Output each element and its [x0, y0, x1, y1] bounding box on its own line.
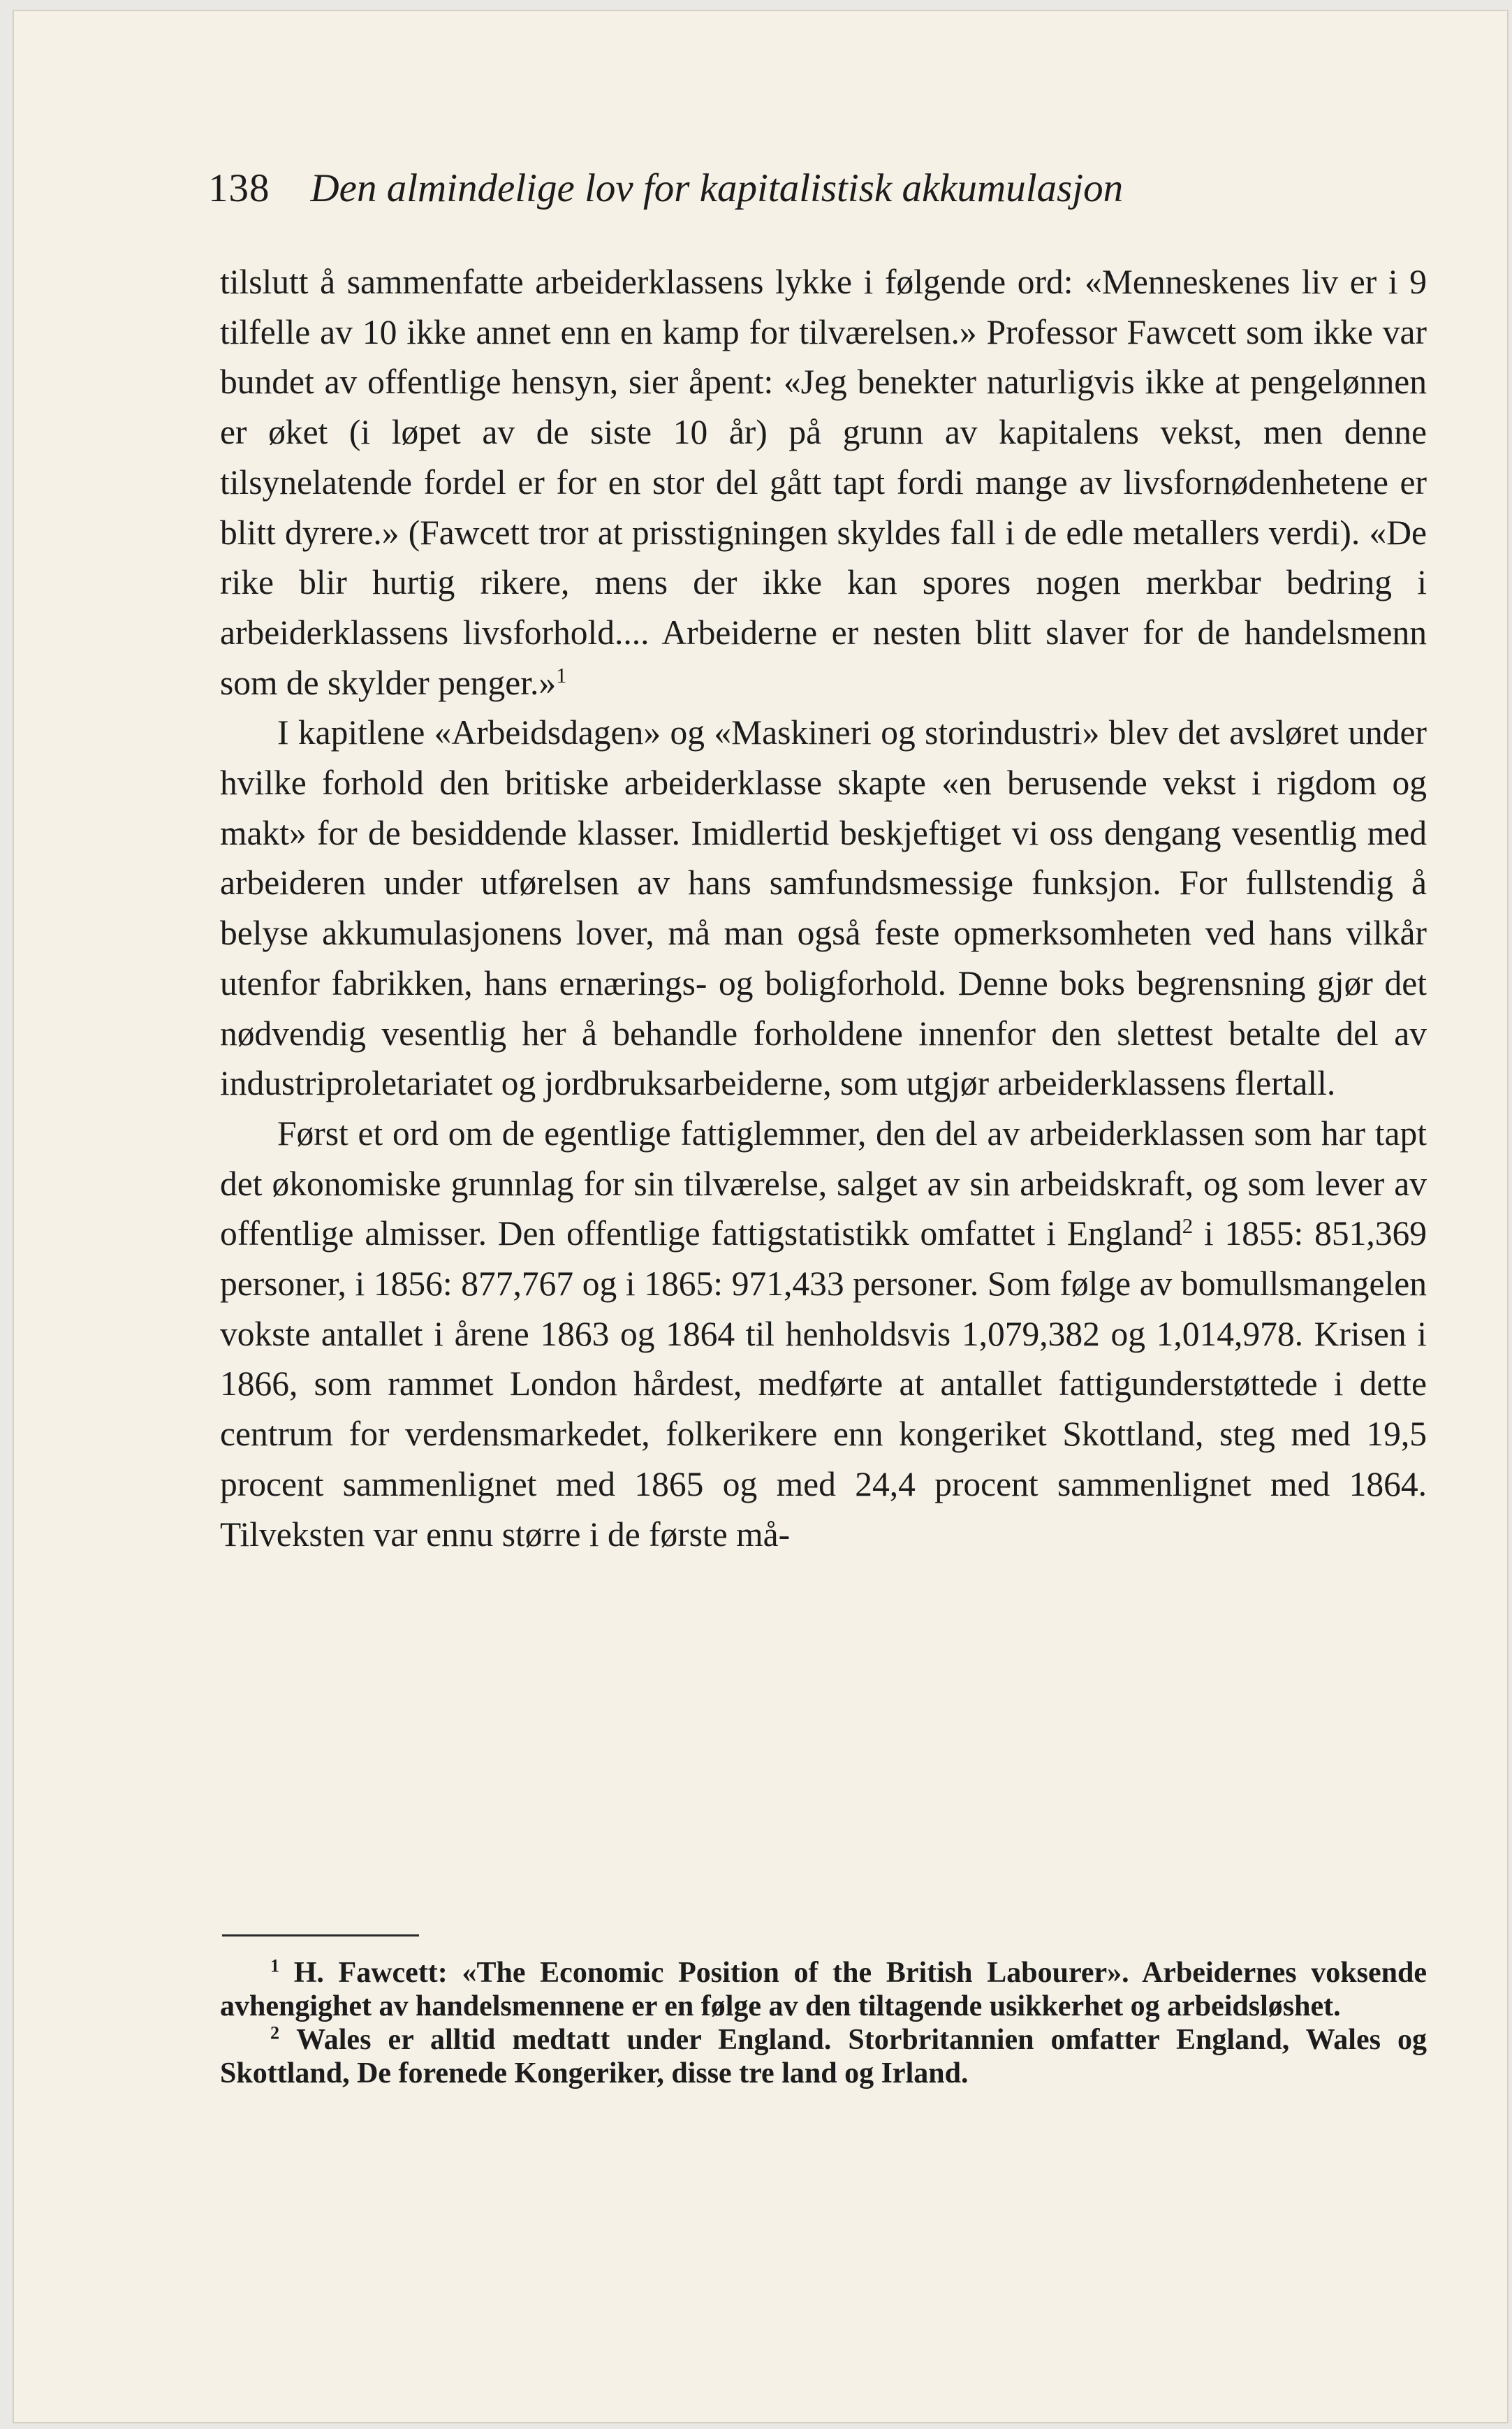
footnote-divider	[222, 1934, 419, 1936]
footnotes	[220, 1956, 1427, 2090]
paragraph-2-text: I kapitlene «Arbeidsdagen» og «Maskineri og storindustri» blev det avsløret under hvilke forhold den britiske arbeiderklasse skapte «en berusende vekst i rigdom og makt» for de besiddende klasser. Imidlertid beskjeftiget vi oss dengang vesentlig med arbeideren under utførelsen av hans samfundsmessige funksjon. For fullstendig å belyse akkumulasjonens lover, må man også feste opmerksomheten ved hans vilkår utenfor fabrikken, hans ernærings- og boligforhold. Denne boks begrensning gjør det nødvendig vesentlig her å behandle forholdene innenfor den slettest betalte del av industriproletariatet og jordbruksarbeiderne, som utgjør arbeiderklassens flertall.	[220, 713, 1427, 1103]
footnote-2-text: Wales er alltid medtatt under England. Storbritannien omfatter England, Wales og Skottland, De forenede Kongeriker, disse tre land og Irland.	[220, 2024, 1427, 2089]
footnote-ref-1: 1	[556, 663, 567, 687]
paragraph-3	[220, 1109, 1427, 1559]
paragraph-3-text-after: i 1855: 851,369 personer, i 1856: 877,767 og i 1865: 971,433 personer. Som følge av bomullsmangelen vokste antallet i årene 1863 og 1864 til henholdsvis 1,079,382 og 1,014,978. Krisen i 1866, som rammet London hårdest, medførte at antallet fattigunderstøttede i dette centrum for verdensmarkedet, folkerikere enn kongeriket Skottland, steg med 19,5 procent sammenlignet med 1865 og med 24,4 procent sammenlignet med 1864. Tilveksten var ennu større i de første må-	[220, 1214, 1427, 1554]
footnote-1-text: H. Fawcett: «The Economic Position of the British Labourer». Arbeidernes voksende avhengighet av handelsmennene er en følge av den tiltagende usikkerhet og arbeidsløshet.	[220, 1957, 1427, 2022]
running-title: Den almindelige lov for kapitalistisk akkumulasjon	[310, 166, 1124, 210]
footnote-marker-1: 1	[270, 1955, 280, 1976]
paragraph-3-text-before: Først et ord om de egentlige fattiglemmer, den del av arbeiderklassen som har tapt det økonomiske grunnlag for sin tilværelse, salget av sin arbeidskraft, og som lever av offentlige almisser. Den offentlige fattigstatistikk omfattet i England	[220, 1114, 1427, 1253]
paragraph-1-text: tilslutt å sammenfatte arbeiderklassens lykke i følgende ord: «Menneskenes liv er i 9 tilfelle av 10 ikke annet enn en kamp for tilværelsen.» Professor Fawcett som ikke var bundet av offentlige hensyn, sier åpent: «Jeg benekter naturligvis ikke at pengelønnen er øket (i løpet av de siste 10 år) på grunn av kapitalens vekst, men denne tilsynelatende fordel er for en stor del gått tapt fordi mange av livsfornødenhetene er blitt dyrere.» (Fawcett tror at prisstigningen skyldes fall i de edle metallers verdi). «De rike blir hurtig rikere, mens der ikke kan spores nogen merkbar bedring i arbeiderklassens livsforhold.... Arbeiderne er nesten blitt slaver for de handelsmenn som de skylder penger.»	[220, 263, 1427, 702]
footnote-1	[220, 1956, 1427, 2023]
page-header	[208, 157, 1423, 220]
footnote-2	[220, 2023, 1427, 2090]
page-number: 138	[208, 166, 270, 210]
paragraph-2	[220, 708, 1427, 1109]
body-text	[220, 257, 1427, 1559]
paragraph-1	[220, 257, 1427, 708]
footnote-marker-2: 2	[270, 2022, 280, 2043]
footnote-ref-2: 2	[1182, 1214, 1194, 1239]
